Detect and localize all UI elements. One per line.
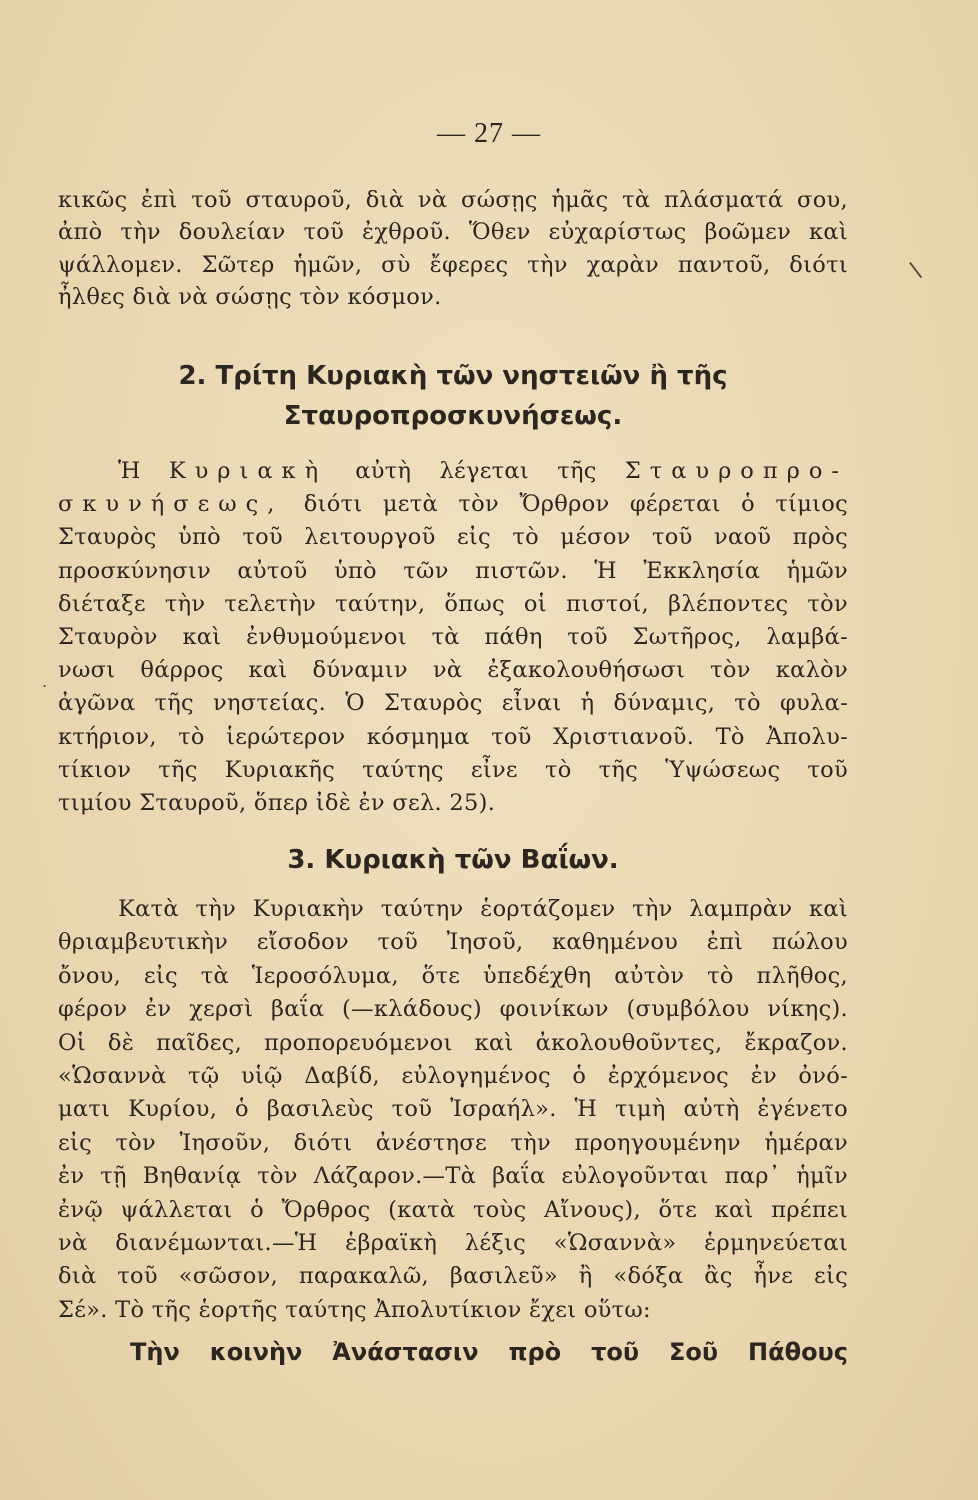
margin-dot-mark: .: [42, 672, 48, 691]
margin-pencil-mark: \: [907, 257, 924, 284]
text-line: ἐνῷ ψάλλεται ὁ Ὄρθρος (κατὰ τοὺς Αἴνους), ὅτε καὶ πρέπει: [58, 1196, 848, 1223]
text-run: αὐτὴ λέγεται τῆς: [355, 458, 597, 484]
paragraph-continuation: [58, 184, 848, 313]
text-line: ἐν τῇ Βηθανίᾳ τὸν Λάζαρον.—Τὰ βαΐα εὐλογοῦνται παρ᾽ ἡμῖν: [58, 1163, 848, 1190]
page-number: — 27 —: [437, 118, 541, 149]
text-run: διότι μετὰ τὸν Ὄρθρον φέρεται ὁ τίμιος: [303, 491, 848, 518]
text-line: κτήριον, τὸ ἱερώτερον κόσμημα τοῦ Χριστιανοῦ. Τὸ Ἀπολυ-: [58, 723, 848, 750]
section-heading-2: 2. Τρίτη Κυριακὴ τῶν νηστειῶν ἢ τῆς: [178, 361, 728, 391]
text-line: [58, 455, 848, 488]
text-line: ἦλθες διὰ νὰ σώσῃς τὸν κόσμον.: [58, 283, 442, 310]
emphasized-term: σκυνήσεως,: [58, 491, 284, 518]
text-line: διέταξε τὴν τελετὴν ταύτην, ὅπως οἱ πιστοί, βλέποντες τὸν: [58, 590, 848, 617]
text-line: νωσι θάρρος καὶ δύναμιν νὰ ἐξακολουθήσωσι τὸν καλὸν: [58, 657, 848, 684]
emphasized-term: Κυριακὴ: [168, 458, 328, 484]
text-line: Οἱ δὲ παῖδες, προπορευόμενοι καὶ ἀκολουθοῦντες, ἔκραζον.: [58, 1029, 848, 1056]
paragraph-section-3: [58, 893, 848, 1327]
text-run: Ἡ: [118, 458, 141, 484]
section-heading-2-continued: Σταυροπροσκυνήσεως.: [283, 401, 623, 431]
section-heading-3: 3. Κυριακὴ τῶν Βαΐων.: [287, 845, 619, 875]
text-line: [58, 488, 848, 521]
text-line: ὄνου, εἰς τὰ Ἱεροσόλυμα, ὅτε ὑπεδέχθη αὐτὸν τὸ πλῆθος,: [58, 962, 848, 989]
text-line: Σταυρὸν καὶ ἐνθυμούμενοι τὰ πάθη τοῦ Σωτῆρος, λαμβά-: [58, 623, 848, 650]
text-line: νὰ διανέμωνται.—Ἡ ἑβραϊκὴ λέξις «Ὡσαννὰ» ἑρμηνεύεται: [58, 1229, 848, 1256]
text-line: Κατὰ τὴν Κυριακὴν ταύτην ἑορτάζομεν τὴν λαμπρὰν καὶ: [118, 896, 848, 922]
text-line: εἰς τὸν Ἰησοῦν, διότι ἀνέστησε τὴν προηγουμένην ἡμέραν: [58, 1129, 848, 1156]
text-line: Σέ». Τὸ τῆς ἑορτῆς ταύτης Ἀπολυτίκιον ἔχει οὕτω:: [58, 1296, 651, 1323]
paragraph-section-2: [58, 455, 848, 820]
text-line: διὰ τοῦ «σῶσον, παρακαλῶ, βασιλεῦ» ἢ «δόξα ἂς ἦνε εἰς: [58, 1263, 848, 1290]
text-line: τιμίου Σταυροῦ, ὅπερ ἰδὲ ἐν σελ. 25).: [58, 789, 496, 816]
text-line: ματι Κυρίου, ὁ βασιλεὺς τοῦ Ἰσραήλ». Ἡ τιμὴ αὐτὴ ἐγένετο: [58, 1096, 848, 1123]
text-line: ἀπὸ τὴν δουλείαν τοῦ ἐχθροῦ. Ὅθεν εὐχαρίστως βοῶμεν καὶ: [58, 219, 848, 246]
text-line: κικῶς ἐπὶ τοῦ σταυροῦ, διὰ νὰ σώσῃς ἡμᾶς τὰ πλάσματά σου,: [58, 187, 848, 213]
text-line: προσκύνησιν αὐτοῦ ὑπὸ τῶν πιστῶν. Ἡ Ἐκκλησία ἡμῶν: [58, 557, 848, 584]
text-line: φέρον ἐν χερσὶ βαΐα (—κλάδους) φοινίκων (συμβόλου νίκης).: [58, 996, 848, 1023]
text-line: «Ὡσαννὰ τῷ υἱῷ Δαβίδ, εὐλογημένος ὁ ἐρχόμενος ἐν ὀνό-: [58, 1062, 848, 1089]
hymn-first-line: Τὴν κοινὴν Ἀνάστασιν πρὸ τοῦ Σοῦ Πάθους: [130, 1338, 848, 1366]
text-line: ψάλλομεν. Σῶτερ ἡμῶν, σὺ ἔφερες τὴν χαρὰν παντοῦ, διότι: [58, 251, 848, 278]
text-line: Σταυρὸς ὑπὸ τοῦ λειτουργοῦ εἰς τὸ μέσον τοῦ ναοῦ πρὸς: [58, 524, 848, 551]
text-line: ἀγῶνα τῆς νηστείας. Ὁ Σταυρὸς εἶναι ἡ δύναμις, τὸ φυλα-: [58, 690, 848, 717]
text-line: θριαμβευτικὴν εἴσοδον τοῦ Ἰησοῦ, καθημένου ἐπὶ πώλου: [58, 929, 848, 956]
emphasized-term: Σταυροπρο-: [624, 458, 848, 484]
text-line: τίκιον τῆς Κυριακῆς ταύτης εἶνε τὸ τῆς Ὑψώσεως τοῦ: [58, 756, 848, 783]
